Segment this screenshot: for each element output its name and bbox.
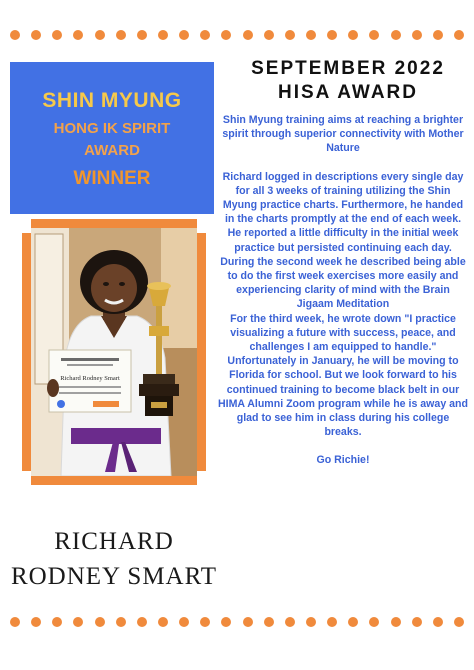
award-date-heading: SEPTEMBER 2022 [251,58,445,79]
award-line-1: SHIN MYUNG [42,89,182,112]
recipient-photo [31,228,197,476]
recipient-last-name: RODNEY SMART [10,563,218,590]
paragraph-4: Unfortunately in January, he will be moving to Florida for school. But we look forward to his continued training to become black belt in our HIMA Alumni Zoom program while he is away and glad to see him in class during his college breaks. [218,355,468,439]
recipient-first-name: RICHARD [54,528,174,555]
award-line-2: HONG IK SPIRIT [53,120,171,137]
paragraph-2: He reported a little difficulty in the initial week practice but persisted continuing each day. During the second week he described being able to do the first week exercises more easily and experiencing clarity of mind with the Brain Jigaam Meditation [220,227,466,311]
bottom-dot-border [0,617,474,629]
paragraph-1: Richard logged in descriptions every single day for all 3 weeks of training utilizing the Shin Myung practice charts. Furthermore, he handed in the charts promptly at the end of each week. [222,170,464,226]
top-dot-border [0,30,474,42]
closing-line: Go Richie! [316,454,370,467]
photo-frame [22,219,206,485]
award-title-box [10,62,214,214]
award-line-3: AWARD [84,142,140,159]
award-name-heading: HISA AWARD [278,82,418,103]
certificate-name-text: Richard Rodney Smart [60,375,120,382]
intro-paragraph: Shin Myung training aims at reaching a brighter spirit through superior connectivity with Mother Nature [222,114,464,155]
paragraph-3: For the third week, he wrote down "I practice visualizing a future with success, peace, and challenges I am equipped to handle." [230,312,456,354]
award-description [218,113,468,468]
award-line-4: WINNER [73,168,151,189]
